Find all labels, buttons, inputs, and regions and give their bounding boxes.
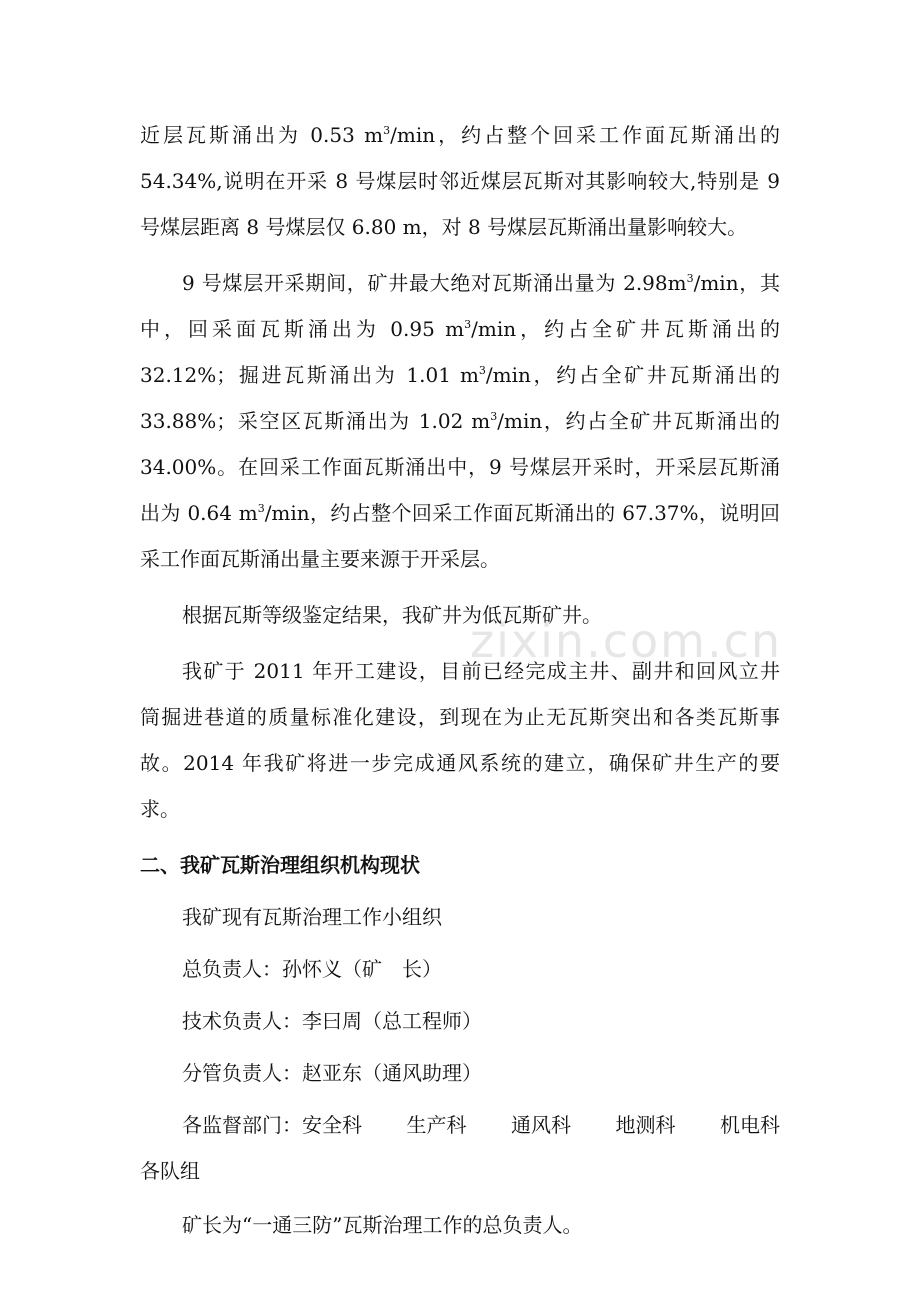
para2-line6: 出为 0.64 $m^3/\min$，约占整个回采工作面瓦斯涌出的 67.37%，说明回 — [140, 501, 780, 525]
para2-line5: 34.00%。在回采工作面瓦斯涌出中，9 号煤层开采时，开采层瓦斯涌 — [140, 455, 780, 479]
dept-item: 生产科 — [406, 1113, 467, 1137]
para2-line4: 33.88%；采空区瓦斯涌出为 1.02 $m^3/\min$，约占全矿井瓦斯涌出的 — [140, 409, 780, 433]
watermark: zixin.com.cn — [470, 614, 783, 668]
para3-line1: 根据瓦斯等级鉴定结果，我矿井为低瓦斯矿井。 — [182, 603, 602, 627]
org-tech: 技术负责人：李曰周（总工程师） — [182, 1009, 482, 1033]
org-dept-tail: 各队组 — [140, 1159, 200, 1183]
para2-line1: 9 号煤层开采期间，矿井最大绝对瓦斯涌出量为 $2.98m^3/\min$，其 — [182, 271, 780, 295]
section-heading: 二、我矿瓦斯治理组织机构现状 — [140, 853, 420, 877]
org-final: 矿长为“一通三防”瓦斯治理工作的总负责人。 — [182, 1213, 583, 1237]
para2-line2: 中，回采面瓦斯涌出为 0.95 $m^3/\min$，约占全矿井瓦斯涌出的 — [140, 317, 780, 341]
para1-line2: 54.34%,说明在开采 8 号煤层时邻近煤层瓦斯对其影响较大,特别是 9 — [140, 169, 780, 193]
org-chief: 总负责人：孙怀义（矿 长） — [182, 957, 442, 981]
org-intro: 我矿现有瓦斯治理工作小组织 — [182, 905, 442, 929]
org-departments — [140, 1102, 780, 1148]
dept-item: 地测科 — [615, 1113, 676, 1137]
para4-line1: 我矿于 2011 年开工建设，目前已经完成主井、副井和回风立井 — [182, 659, 780, 683]
para1-line1: 近层瓦斯涌出为 0.53 $m^3/\min$，约占整个回采工作面瓦斯涌出的 — [140, 123, 780, 147]
dept-label: 各监督部门：安全科 — [182, 1113, 362, 1137]
para4-line2: 筒掘进巷道的质量标准化建设，到现在为止无瓦斯突出和各类瓦斯事 — [140, 705, 780, 729]
document-page — [140, 112, 783, 1248]
dept-item: 通风科 — [511, 1113, 571, 1137]
para4-line4: 求。 — [140, 797, 180, 821]
org-manager: 分管负责人：赵亚东（通风助理） — [182, 1061, 482, 1085]
dept-item: 机电科 — [720, 1113, 780, 1137]
para1-line3: 号煤层距离 8 号煤层仅 6.80 m，对 8 号煤层瓦斯涌出量影响较大。 — [140, 215, 748, 239]
para4-line3: 故。2014 年我矿将进一步完成通风系统的建立，确保矿井生产的要 — [140, 751, 780, 775]
para2-line3: 32.12%；掘进瓦斯涌出为 1.01 $m^3/\min$，约占全矿井瓦斯涌出的 — [140, 363, 780, 387]
para2-line7: 采工作面瓦斯涌出量主要来源于开采层。 — [140, 547, 500, 571]
